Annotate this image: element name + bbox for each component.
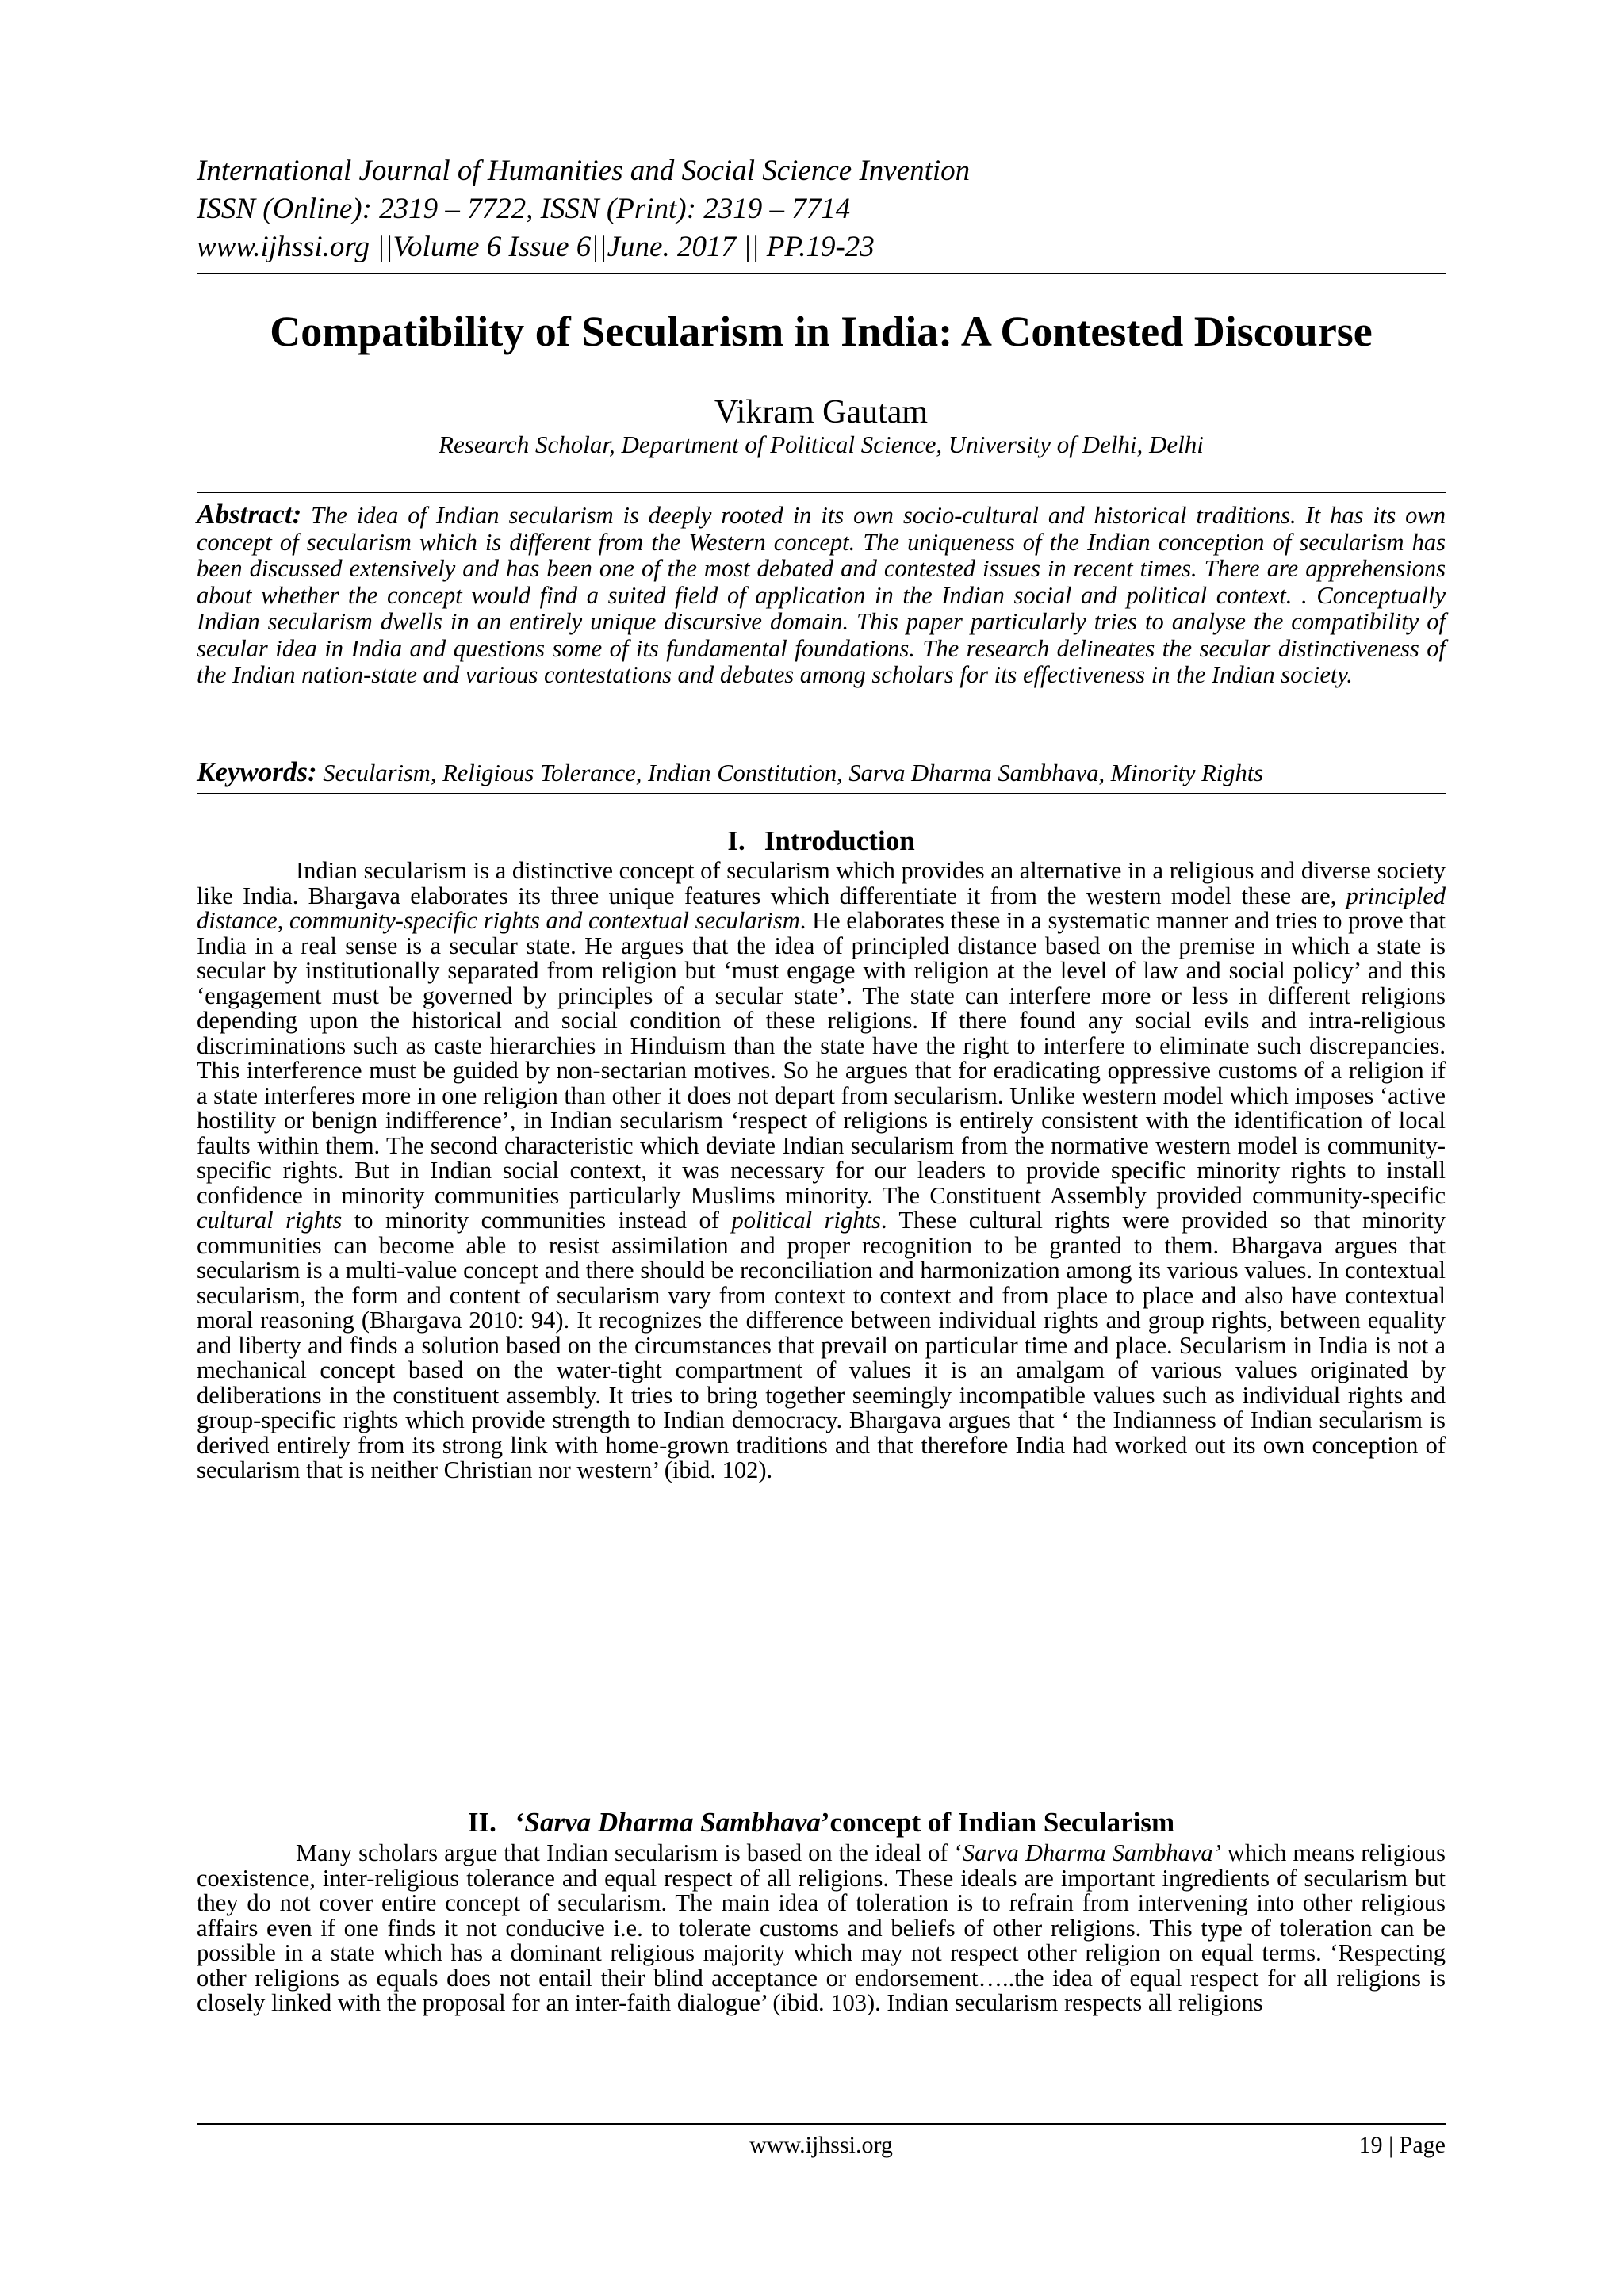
issn-line: ISSN (Online): 2319 – 7722, ISSN (Print): 2319 – 7714 — [197, 193, 851, 225]
footer-website: www.ijhssi.org — [749, 2132, 893, 2158]
text-run: . These cultural rights were provided so that minority communities can become able to resist assimilation and proper recognition to be granted to them. Bhargava argues that secularism is a multi-value concept and there should be reconciliation and harmonization among its various values. In contextual secularism, the form and content of secularism vary from context to context and from place to place and also have contextual moral reasoning (Bhargava 2010: 94). It recognizes the difference between individual rights and group rights, between equality and liberty and finds a solution based on the circumstances that prevail on particular time and place. Secularism in India is not a mechanical concept based on the water-tight compartment of values it is an amalgam of various values originated by deliberations in the constituent assembly. It tries to bring together seemingly incompatible values such as individual rights and group-specific rights which provide strength to Indian democracy. Bhargava argues that ‘ the Indianness of Indian secularism is derived entirely from its strong link with home-grown traditions and that therefore India had worked out its own conception of secularism that is neither Christian nor western’ (ibid. 102). — [197, 1207, 1446, 1483]
keywords-text: Secularism, Religious Tolerance, Indian Constitution, Sarva Dharma Sambhava, Minority Rights — [323, 760, 1264, 786]
volume-line: www.ijhssi.org ||Volume 6 Issue 6||June. 2017 || PP.19-23 — [197, 231, 875, 263]
paper-title: Compatibility of Secularism in India: A Contested Discourse — [270, 308, 1373, 355]
section-title-emphasis: Sarva Dharma Sambhava — [524, 1807, 821, 1838]
section-2-body — [197, 1841, 1446, 2016]
text-run: . He elaborates these in a systematic manner and tries to prove that India in a real sense is a secular state. He argues that the idea of principled distance based on the premise in which a state is secular by institutionally separated from religion but ‘must engage with religion at the level of law and social policy’ and this ‘engagement must be governed by principles of a secular state’. The state can interfere more or less in different religions depending upon the historical and social condition of these religions. If there found any social evils and intra-religious discriminations such as caste hierarchies in Hinduism than the state have the right to interfere to eliminate such discrepancies. This interference must be guided by non-sectarian motives. So he argues that for eradicating oppressive customs of a religion if a state interferes more in one religion than other it does not depart from secularism. Unlike western model which imposes ‘active hostility or benign indifference’, in Indian secularism ‘respect of religions is entirely consistent with the identification of local faults within them. The second characteristic which deviate Indian secularism from the normative western model is community-specific rights. But in Indian social context, it was necessary for our leaders to provide specific minority rights to install confidence in minority communities particularly Muslims minority. The Constituent Assembly provided community-specific — [197, 907, 1446, 1209]
keywords-label: Keywords: — [197, 756, 317, 787]
abstract-block — [197, 501, 1446, 689]
abstract-top-divider — [197, 492, 1446, 493]
abstract-text: The idea of Indian secularism is deeply rooted in its own socio-cultural and historical traditions. It has its own concept of secularism which is different from the Western concept. The uniqueness of the Indian conception of secularism has been discussed extensively and has been one of the most debated and contested issues in recent times. There are apprehensions about whether the concept would find a suited field of application in the Indian social and political context. . Conceptually Indian secularism dwells in an entirely unique discursive domain. This paper particularly tries to analyse the compatibility of secular idea in India and questions some of its fundamental foundations. The research delineates the secular distinctiveness of the Indian nation-state and various contestations and debates among scholars for its effectiveness in the Indian society. — [197, 502, 1446, 688]
section-number: I. — [727, 825, 745, 856]
section-title: Introduction — [764, 825, 915, 856]
section-1-body — [197, 859, 1446, 1483]
author-name: Vikram Gautam — [714, 394, 929, 430]
text-run: Many scholars argue that Indian secularism is based on the ideal of ‘ — [296, 1839, 963, 1866]
page-number: 19 | Page — [1358, 2132, 1446, 2158]
text-run: which means religious coexistence, inter-religious tolerance and equal respect of all religions. These ideals are important ingredients of secularism but they do not cover entire concept of secularism. The main idea of toleration is to refrain from intervening into other religious affairs even if one finds it not conducive i.e. to tolerate customs and beliefs of other religions. This type of toleration can be possible in a state which has a dominant religious majority which may not respect other religion on equal terms. ‘Respecting other religions as equals does not entail their blind acceptance or endorsement…..the idea of equal respect for all religions is closely linked with the proposal for an inter-faith dialogue’ (ibid. 103). Indian secularism respects all religions — [197, 1839, 1446, 2016]
section-heading-sarva-dharma — [197, 1806, 1446, 1839]
author-affiliation: Research Scholar, Department of Political Science, University of Delhi, Delhi — [439, 430, 1204, 458]
abstract-bottom-divider — [197, 793, 1446, 794]
abstract-label: Abstract: — [197, 499, 302, 530]
paragraph — [197, 859, 1446, 1483]
emphasis: cultural rights — [197, 1207, 343, 1234]
emphasis: principled distance, community-specific rights and contextual secularism — [197, 882, 1446, 934]
section-title: ’concept of Indian Secularism — [820, 1807, 1175, 1838]
paragraph — [197, 1841, 1446, 2016]
section-title-quote: ‘ — [515, 1807, 525, 1838]
section-number: II. — [467, 1807, 496, 1838]
footer-divider — [197, 2123, 1446, 2125]
emphasis: political rights — [731, 1207, 881, 1234]
emphasis: Sarva Dharma Sambhava’ — [962, 1839, 1221, 1866]
journal-name: International Journal of Humanities and Social Science Invention — [197, 155, 971, 187]
section-heading-introduction — [197, 825, 1446, 858]
text-run: Indian secularism is a distinctive concept of secularism which provides an alternative in a religious and diverse society like India. Bhargava elaborates its three unique features which differentiate it from the western model these are, — [197, 857, 1446, 909]
keywords-block — [197, 756, 1446, 789]
text-run: to minority communities instead of — [342, 1207, 732, 1234]
journal-header — [197, 152, 1446, 266]
header-divider — [197, 273, 1446, 274]
